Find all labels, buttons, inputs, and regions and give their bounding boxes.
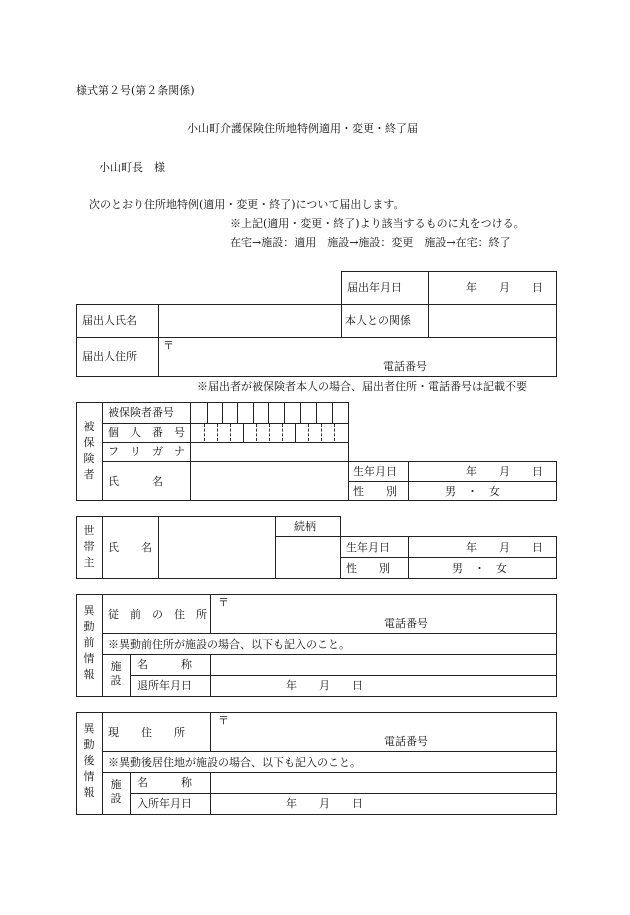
relation-field[interactable] [430, 306, 555, 336]
notifier-address-label: 届出人住所 [82, 350, 137, 363]
addressee: 小山町長 様 [99, 161, 165, 174]
household-relation-label: 続柄 [294, 520, 316, 533]
household-name-label: 氏 名 [108, 541, 152, 554]
before-facility-label: 施 設 [110, 660, 122, 687]
personal-number-label: 個 人 番 号 [108, 426, 185, 439]
relation-label: 本人との関係 [345, 314, 411, 327]
after-facility-note: ※異動後居住地が施設の場合、以下も記入のこと。 [108, 756, 361, 769]
notifier-name-field[interactable] [160, 306, 340, 336]
insured-birth-field[interactable]: 年 月 日 [466, 465, 543, 478]
household-gender-field[interactable]: 男 ・ 女 [452, 562, 507, 575]
household-birth-label: 生年月日 [346, 541, 390, 554]
after-phone-label: 電話番号 [384, 735, 428, 748]
before-facility-name-field[interactable] [212, 656, 555, 674]
insured-section-label: 被 保 険 者 [83, 420, 95, 481]
before-phone-label: 電話番号 [384, 617, 428, 630]
insured-gender-label: 性 別 [353, 485, 397, 498]
notifier-address-field[interactable] [200, 339, 550, 374]
personal-number-field[interactable] [192, 425, 347, 441]
furigana-label: フ リ ガ ナ [108, 445, 185, 458]
intro-text: 次のとおり住所地特例(適用・変更・終了)について届出します。 [89, 198, 405, 211]
after-address-field[interactable] [235, 714, 550, 750]
before-exit-date-label: 退所年月日 [137, 679, 192, 692]
note-cases: 在宅→施設：適用 施設→施設：変更 施設→在宅：終了 [230, 236, 511, 249]
before-section-label: 異 動 前 情 報 [83, 604, 95, 681]
household-gender-label: 性 別 [346, 562, 390, 575]
household-name-field[interactable] [160, 518, 274, 577]
after-entry-date-label: 入所年月日 [137, 797, 192, 810]
after-facility-name-label: 名 称 [137, 776, 192, 789]
insured-gender-field[interactable]: 男 ・ 女 [445, 485, 500, 498]
before-address-field[interactable] [235, 596, 550, 632]
notify-date-label: 届出年月日 [347, 281, 402, 294]
insured-number-field[interactable] [192, 404, 347, 422]
before-exit-date-field[interactable]: 年 月 日 [286, 679, 363, 692]
insured-number-label: 被保険者番号 [108, 406, 174, 419]
notifier-note: ※届出者が被保険者本人の場合、届出者住所・電話番号は記載不要 [197, 380, 527, 393]
postal-mark: 〒 [163, 339, 174, 352]
phone-label: 電話番号 [383, 360, 427, 373]
after-facility-label: 施 設 [110, 778, 122, 805]
insured-birth-label: 生年月日 [353, 465, 397, 478]
after-address-label: 現 住 所 [108, 726, 185, 739]
form-title: 小山町介護保険住所地特例適用・変更・終了届 [187, 122, 418, 135]
household-birth-field[interactable]: 年 月 日 [466, 541, 543, 554]
furigana-field[interactable] [192, 444, 347, 460]
after-facility-name-field[interactable] [212, 774, 555, 792]
household-section-label: 世 帯 主 [83, 524, 95, 569]
insured-name-label: 氏 名 [108, 475, 163, 488]
form-number: 様式第２号(第２条関係) [76, 84, 195, 97]
household-relation-field[interactable] [277, 538, 339, 577]
notify-date-field[interactable]: 年 月 日 [466, 281, 543, 294]
after-section-label: 異 動 後 情 報 [83, 722, 95, 799]
before-postal-mark: 〒 [218, 596, 229, 609]
before-facility-name-label: 名 称 [137, 658, 192, 671]
after-entry-date-field[interactable]: 年 月 日 [286, 797, 363, 810]
insured-name-field[interactable] [192, 463, 347, 499]
before-address-label: 従 前 の 住 所 [108, 608, 207, 621]
notifier-name-label: 届出人氏名 [82, 314, 137, 327]
before-facility-note: ※異動前住所が施設の場合、以下も記入のこと。 [108, 638, 350, 651]
note-circle: ※上記(適用・変更・終了)より該当するものに丸をつける。 [230, 217, 525, 230]
after-postal-mark: 〒 [218, 714, 229, 727]
